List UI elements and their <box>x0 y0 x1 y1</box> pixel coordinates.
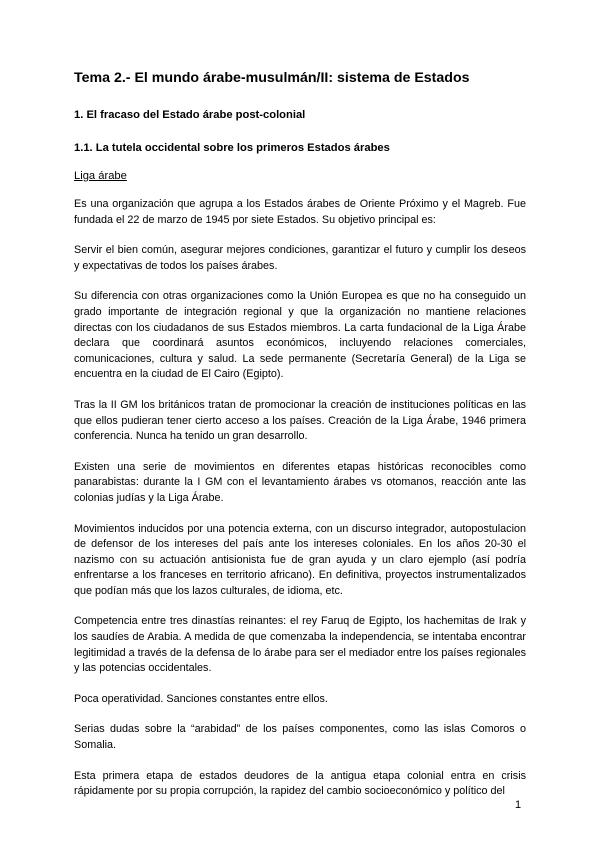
section-heading: 1. El fracaso del Estado árabe post-colonial <box>74 109 306 121</box>
subsection-heading: 1.1. La tutela occidental sobre los primeros Estados árabes <box>74 142 390 154</box>
paragraph: Serias dudas sobre la “arabidad” de los países componentes, como las islas Comoros o Somalia. <box>74 723 526 752</box>
underlined-topic: Liga árabe <box>74 170 127 182</box>
paragraph: Servir el bien común, asegurar mejores condiciones, garantizar el futuro y cumplir los deseos y expectativas de todos los países árabes. <box>74 244 526 272</box>
paragraph: Movimientos inducidos por una potencia externa, con un discurso integrador, autopostulacion de defensor de los intereses del país ante los intereses coloniales. En los años 20-30 el nazismo con su actuación antisionista fue de gran ayuda y un claro ejemplo (así podría enfrentarse a los franceses en territorio africano). En definitiva, proyectos instrumentalizados que podían más que los lazos culturales, de idioma, etc. <box>74 522 526 597</box>
paragraph: Esta primera etapa de estados deudores de la antigua etapa colonial entra en crisis rápidamente por su propia corrupción, la rapidez del cambio socioeconómico y político del <box>74 769 526 798</box>
paragraph: Es una organización que agrupa a los Estados árabes de Oriente Próximo y el Magreb. Fue fundada el 22 de marzo de 1945 por siete Estados. Su objetivo principal es: <box>74 198 526 226</box>
document-title: Tema 2.- El mundo árabe-musulmán/II: sistema de Estados <box>74 70 470 86</box>
paragraph: Poca operatividad. Sanciones constantes entre ellos. <box>74 692 328 705</box>
paragraph: Su diferencia con otras organizaciones como la Unión Europea es que no ha conseguido un grado importante de integración regional y que la organización no mantiene relaciones directas con los ciudadanos de sus Estados miembros. La carta fundacional de la Liga Árabe declara que coordinará asuntos económicos, incluyendo relaciones comerciales, comunicaciones, cultura y salud. La sede permanente (Secretaría General) de la Liga se encuentra en la ciudad de El Cairo (Egipto). <box>74 290 526 381</box>
paragraph: Competencia entre tres dinastías reinantes: el rey Faruq de Egipto, los hachemitas de Irak y los saudíes de Arabia. A medida de que comenzaba la independencia, se intentaba encontrar legitimidad a través de la defensa de lo árabe para ser el mediador entre los países regionales y las potencias occidentales. <box>74 615 526 675</box>
paragraph: Existen una serie de movimientos en diferentes etapas históricas reconocibles como panarabistas: durante la I GM con el levantamiento árabes vs otomanos, reacción ante las colonias judías y la Liga Árabe. <box>74 460 526 504</box>
page-number: 1 <box>515 799 522 811</box>
paragraph: Tras la II GM los británicos tratan de promocionar la creación de instituciones políticas en las que ellos pudieran tener cierto acceso a los países. Creación de la Liga Árabe, 1946 primera conferencia. Nunca ha tenido un gran desarrollo. <box>74 398 526 443</box>
document-body <box>74 70 526 815</box>
